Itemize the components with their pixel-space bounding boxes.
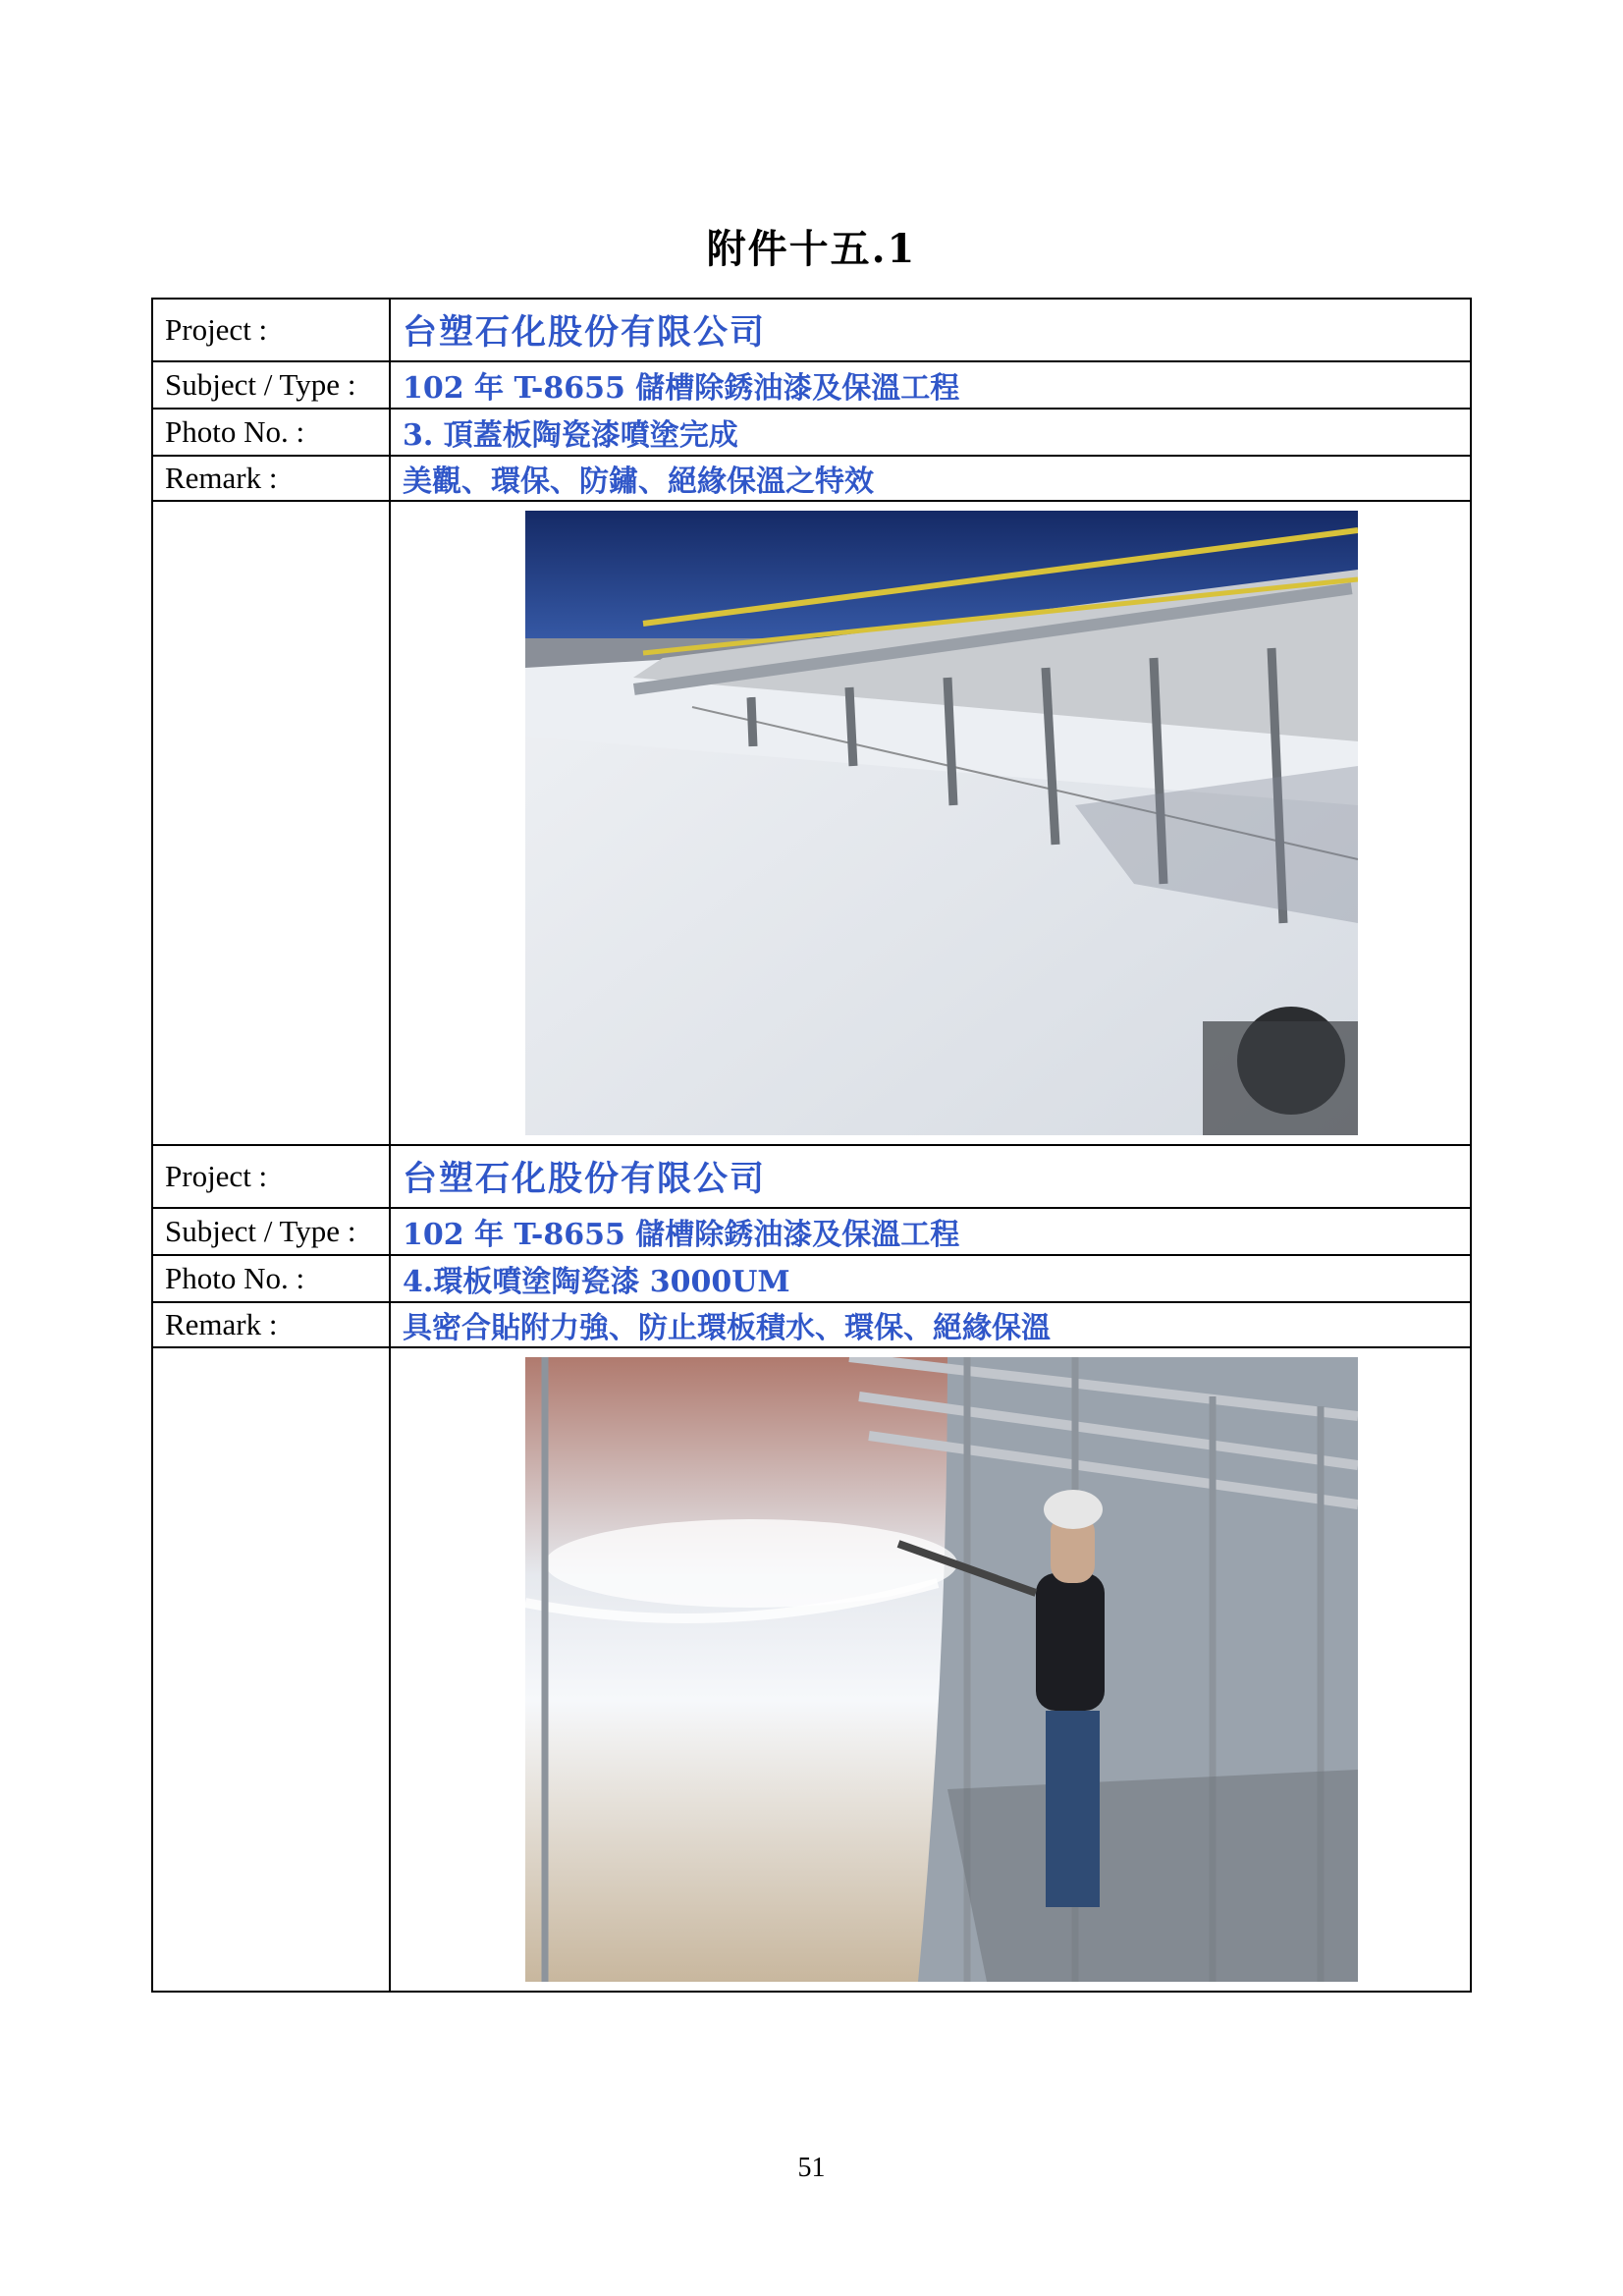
- empty-label-cell: [152, 1347, 390, 1992]
- subject-label: Subject / Type :: [152, 361, 390, 409]
- remark-row: [152, 1302, 1471, 1347]
- subject-value: 102 年 T-8655 儲槽除銹油漆及保溫工程: [390, 1208, 1471, 1255]
- remark-value: 具密合貼附力強、防止環板積水、環保、絕緣保溫: [390, 1302, 1471, 1347]
- photo-no-row: [152, 409, 1471, 456]
- project-label: Project :: [152, 299, 390, 361]
- remark-label: Remark :: [152, 1302, 390, 1347]
- empty-label-cell: [152, 501, 390, 1145]
- ring-plate-spraying-photo: [525, 1357, 1358, 1982]
- roof-coating-photo: [525, 511, 1358, 1135]
- photo-no-value: 4.環板噴塗陶瓷漆 3000UM: [390, 1255, 1471, 1302]
- photo-row: [152, 501, 1471, 1145]
- photo-no-row: [152, 1255, 1471, 1302]
- subject-label: Subject / Type :: [152, 1208, 390, 1255]
- photo-no-value: 3. 頂蓋板陶瓷漆噴塗完成: [390, 409, 1471, 456]
- photo-cell: [390, 501, 1471, 1145]
- subject-row: [152, 1208, 1471, 1255]
- project-row: [152, 1145, 1471, 1208]
- remark-row: [152, 456, 1471, 501]
- project-row: [152, 299, 1471, 361]
- project-value: 台塑石化股份有限公司: [390, 1145, 1471, 1208]
- page-title: 附件十五.1: [706, 226, 917, 272]
- project-label: Project :: [152, 1145, 390, 1208]
- photo-record-table: [151, 298, 1472, 1993]
- remark-value: 美觀、環保、防鏽、絕緣保溫之特效: [390, 456, 1471, 501]
- subject-row: [152, 361, 1471, 409]
- photo-no-label: Photo No. :: [152, 409, 390, 456]
- project-value: 台塑石化股份有限公司: [390, 299, 1471, 361]
- remark-label: Remark :: [152, 456, 390, 501]
- subject-value: 102 年 T-8655 儲槽除銹油漆及保溫工程: [390, 361, 1471, 409]
- photo-no-label: Photo No. :: [152, 1255, 390, 1302]
- photo-row: [152, 1347, 1471, 1992]
- photo-cell: [390, 1347, 1471, 1992]
- page-number: 51: [797, 2153, 826, 2183]
